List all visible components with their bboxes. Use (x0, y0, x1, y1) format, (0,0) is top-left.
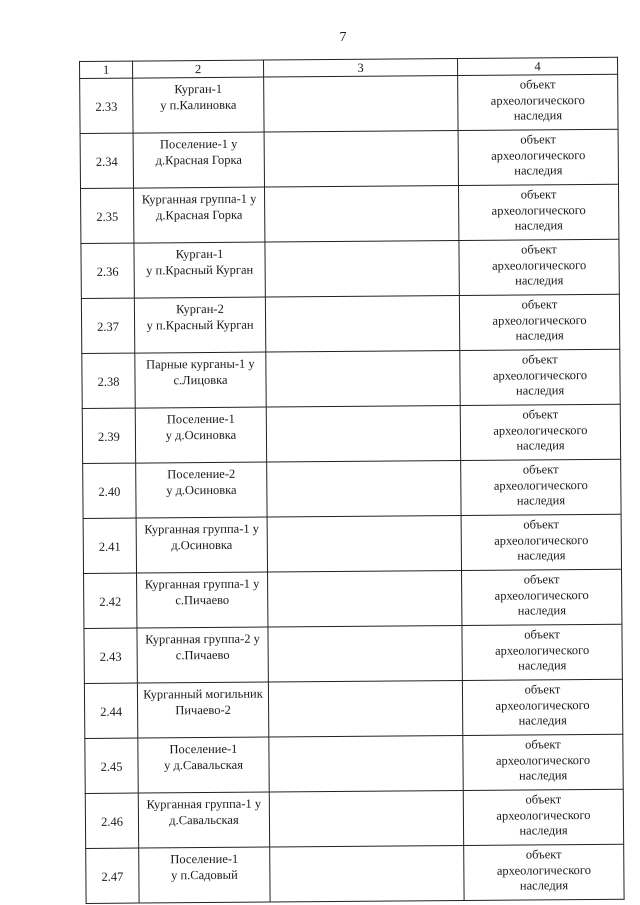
object-category-line: наследия (516, 438, 565, 453)
object-category-line: наследия (515, 273, 564, 288)
object-location (264, 131, 458, 188)
row-number: 2.41 (83, 518, 136, 573)
page-number: 7 (339, 30, 347, 45)
object-name-line: у д.Осиновка (165, 427, 237, 442)
object-category-line: археологического (495, 697, 590, 713)
row-number: 2.47 (86, 848, 139, 903)
object-location (264, 76, 458, 133)
table-row (81, 184, 619, 243)
table-row (80, 74, 618, 133)
object-category-line: наследия (519, 878, 569, 893)
object-name (133, 187, 264, 243)
object-category (458, 129, 618, 185)
object-name-line: Курган-2 (176, 301, 224, 317)
row-number: 2.44 (84, 683, 137, 738)
object-category (462, 569, 622, 625)
object-name-line: с.Лицовка (173, 372, 228, 387)
object-name-line: у п.Калиновка (160, 97, 237, 112)
object-name (137, 627, 268, 683)
object-name-line: Поселение-2 (167, 466, 236, 482)
table-row (85, 734, 623, 793)
object-category-line: объект (521, 352, 558, 367)
table-row (82, 404, 620, 463)
object-name-line: у п.Красный Курган (146, 262, 254, 277)
object-name (136, 462, 267, 518)
object-location (268, 626, 462, 683)
object-category (463, 734, 623, 790)
object-category-line: археологического (496, 862, 591, 878)
object-name-line: с.Пичаево (175, 592, 230, 607)
object-category-line: наследия (519, 823, 568, 838)
object-category-line: наследия (514, 163, 563, 178)
object-category-line: наследия (518, 768, 568, 783)
object-category-line: археологического (495, 752, 591, 768)
object-category (458, 74, 618, 130)
table-row (84, 679, 622, 738)
table-body (80, 74, 624, 903)
object-name-line: Курганная группа-1 у (144, 576, 260, 592)
table-row (82, 349, 620, 408)
header-col-3: 3 (263, 59, 457, 78)
object-location (269, 791, 463, 848)
object-name-line: Курганная группа-2 у (145, 631, 260, 647)
object-name-line: с.Пичаево (175, 647, 230, 662)
object-category-line: наследия (518, 658, 567, 673)
object-category-line: объект (523, 572, 560, 587)
object-category-line: объект (522, 462, 559, 477)
object-location (265, 241, 459, 298)
row-number: 2.40 (83, 463, 136, 518)
object-location (268, 571, 462, 628)
object-category (459, 239, 619, 295)
object-name (138, 737, 269, 793)
object-category (458, 184, 618, 240)
object-name (134, 297, 265, 353)
object-category (461, 459, 621, 515)
table-row (83, 514, 621, 573)
table-row (84, 624, 622, 683)
object-category-line: объект (524, 737, 561, 752)
table-row (83, 459, 621, 518)
object-category-line: объект (521, 242, 557, 257)
object-name-line: Парные курганы-1 у (146, 356, 255, 372)
object-category (462, 624, 622, 680)
table-row (84, 569, 622, 628)
object-name-line: у д.Савальская (164, 757, 243, 772)
table-row (81, 294, 619, 353)
object-name (137, 682, 268, 738)
object-location (266, 351, 460, 408)
object-category-line: объект (522, 407, 559, 422)
header-col-1: 1 (80, 61, 133, 78)
object-location (266, 406, 460, 463)
object-location (267, 516, 461, 573)
object-name (139, 847, 270, 903)
object-category-line: наследия (517, 548, 566, 563)
object-category-line: археологического (490, 92, 585, 108)
object-category-line: археологического (491, 257, 587, 273)
object-name (136, 517, 267, 573)
object-name-line: Поселение-1 у (159, 136, 238, 152)
object-name (134, 242, 265, 298)
object-name-line: Курганный могильник (143, 686, 263, 702)
row-number: 2.39 (82, 408, 135, 463)
table-row (85, 789, 623, 848)
object-category-line: археологического (491, 202, 586, 218)
object-name-line: Поселение-1 (166, 411, 235, 427)
object-category-line: наследия (514, 218, 563, 233)
object-category (460, 404, 620, 460)
object-category-line: объект (520, 187, 557, 202)
object-category-line: объект (521, 297, 558, 312)
object-location (264, 186, 458, 243)
object-category-line: археологического (494, 587, 589, 603)
object-name (138, 792, 269, 848)
object-location (265, 296, 459, 353)
object-category-line: наследия (516, 493, 566, 508)
object-name-line: у п.Красный Курган (146, 317, 254, 332)
object-category-line: наследия (515, 328, 564, 343)
object-category (462, 679, 622, 735)
object-location (270, 846, 464, 903)
row-number: 2.33 (80, 78, 133, 133)
object-name-line: д.Красная Горка (155, 152, 243, 167)
object-name-line: д.Осиновка (171, 537, 233, 552)
object-name-line: у д.Осиновка (166, 482, 237, 497)
heritage-table (79, 57, 625, 904)
object-category-line: объект (524, 627, 560, 642)
object-category (460, 349, 620, 405)
object-location (267, 461, 461, 518)
object-category (461, 514, 621, 570)
table-row (86, 844, 624, 903)
object-category-line: наследия (515, 383, 565, 398)
object-location (269, 736, 463, 793)
object-name-line: Курганная группа-1 у (144, 521, 260, 537)
object-category-line: наследия (517, 603, 566, 618)
object-name (133, 77, 264, 133)
object-name-line: Курганная группа-1 у (141, 191, 257, 207)
object-category-line: археологического (491, 147, 586, 163)
object-category-line: наследия (518, 713, 567, 728)
object-category-line: объект (524, 682, 561, 697)
object-name-line: Поселение-1 (169, 741, 238, 757)
object-category-line: объект (525, 792, 562, 807)
table-row (81, 239, 619, 298)
header-col-4: 4 (457, 57, 617, 75)
object-category-line: археологического (493, 477, 588, 493)
object-category (459, 294, 619, 350)
row-number: 2.42 (84, 573, 137, 628)
object-name-line: д.Савальская (169, 812, 239, 827)
object-category-line: объект (523, 517, 560, 532)
row-number: 2.36 (81, 243, 134, 298)
object-category-line: археологического (495, 642, 590, 658)
object-name (137, 572, 268, 628)
row-number: 2.46 (85, 793, 138, 848)
object-name (135, 407, 266, 463)
object-name (133, 132, 264, 188)
object-category-line: археологического (494, 532, 589, 548)
row-number: 2.35 (81, 188, 134, 243)
object-category-line: наследия (513, 108, 563, 123)
object-location (268, 681, 462, 738)
object-category-line: объект (520, 132, 557, 147)
object-category-line: археологического (493, 422, 588, 438)
row-number: 2.38 (82, 353, 135, 408)
object-category-line: археологического (496, 807, 591, 823)
object-name-line: Пичаево-2 (175, 702, 231, 717)
object-name-line: Поселение-1 (170, 851, 239, 867)
row-number: 2.34 (80, 133, 133, 188)
object-category (464, 844, 624, 900)
object-name-line: д.Красная Горка (155, 207, 243, 222)
object-name-line: Курганная группа-1 у (146, 796, 262, 812)
row-number: 2.37 (81, 298, 134, 353)
object-category-line: объект (525, 847, 562, 862)
object-name-line: Курган-1 (175, 246, 224, 262)
object-name-line: Курган-1 (174, 81, 223, 97)
object-name (135, 352, 266, 408)
row-number: 2.45 (85, 738, 138, 793)
row-number: 2.43 (84, 628, 137, 683)
header-col-2: 2 (133, 60, 264, 78)
object-category-line: археологического (492, 312, 587, 328)
object-category-line: археологического (492, 367, 588, 383)
object-category-line: объект (519, 77, 556, 92)
table-row (80, 129, 618, 188)
object-category (463, 789, 623, 845)
object-name-line: у п.Садовый (170, 867, 238, 882)
